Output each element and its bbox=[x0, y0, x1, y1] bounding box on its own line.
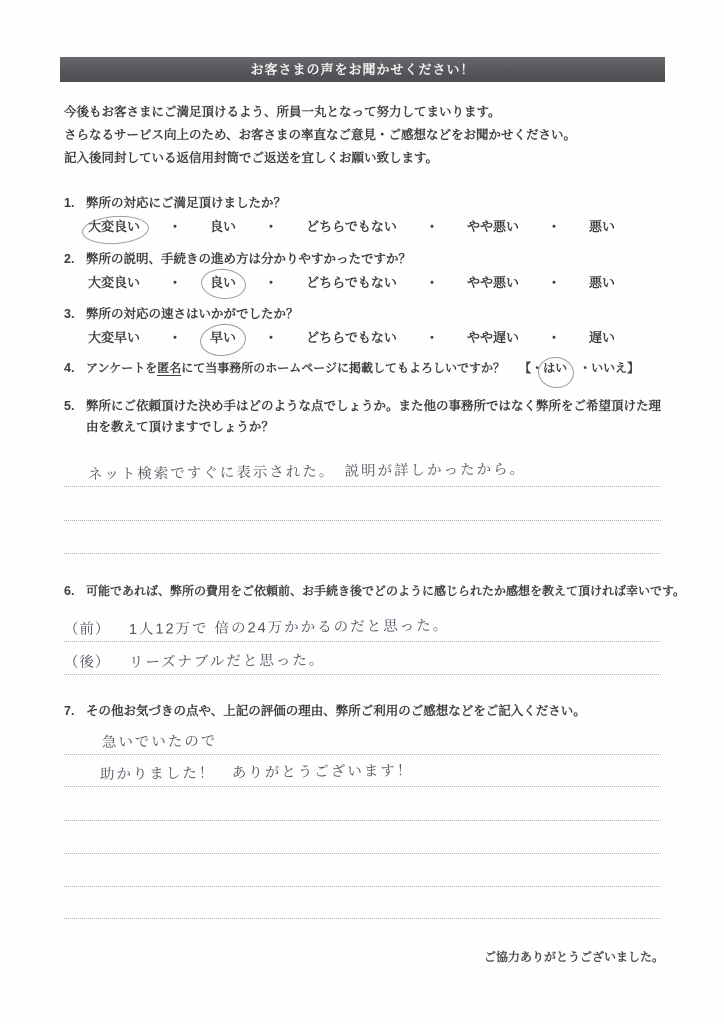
option-separator-dot: ・ bbox=[547, 218, 561, 234]
intro-line: 今後もお客さまにご満足頂けるよう、所員一丸となって努力してまいります。 bbox=[64, 105, 501, 119]
option-separator-dot: ・ bbox=[168, 218, 182, 234]
page-title: お客さまの声をお聞かせください！ bbox=[60, 57, 665, 82]
question-6-number: 6. bbox=[64, 584, 75, 598]
handwritten-label-before: （前） bbox=[63, 621, 111, 639]
question-4-text-before: アンケートを bbox=[86, 361, 158, 375]
handwritten-answer: 助かりました！ ありがとうございます！ bbox=[99, 763, 414, 784]
question-7-number: 7. bbox=[64, 704, 75, 718]
option-separator-dot: ・ bbox=[264, 218, 278, 234]
option-separator-dot: ・ bbox=[168, 329, 182, 345]
option-separator-dot: ・ bbox=[425, 329, 439, 345]
answer-line-blank bbox=[64, 520, 661, 521]
question-4-number: 4. bbox=[64, 361, 75, 375]
question-1-text: 弊所の対応にご満足頂けましたか？ bbox=[86, 196, 287, 210]
option-separator-dot: ・ bbox=[547, 274, 561, 290]
option: 悪い bbox=[588, 274, 615, 290]
bracket-close: 】 bbox=[627, 361, 640, 375]
option: 大変良い bbox=[88, 274, 141, 290]
option: 良い bbox=[210, 218, 237, 234]
question-7-answer-row-2 bbox=[64, 755, 661, 787]
question-3-number: 3. bbox=[64, 307, 75, 321]
intro-text bbox=[64, 101, 668, 170]
question-5-number: 5. bbox=[64, 399, 75, 413]
answer-line-blank bbox=[64, 886, 661, 887]
option: いいえ bbox=[591, 361, 628, 375]
question-4-text bbox=[86, 358, 672, 379]
handwritten-answer: ネット検索ですぐに表示された。 説明が詳しかったから。 bbox=[87, 461, 527, 484]
option: やや遅い bbox=[466, 329, 519, 345]
intro-line: 記入後同封している返信用封筒でご返送を宜しくお願い致します。 bbox=[64, 151, 439, 165]
answer-line-blank bbox=[64, 918, 661, 919]
question-7-text: その他お気づきの点や、上記の評価の理由、弊所ご利用のご感想などをご記入ください。 bbox=[86, 704, 586, 718]
question-1 bbox=[64, 193, 672, 214]
question-4-text-underlined: 匿名 bbox=[157, 361, 182, 375]
option: どちらでもない bbox=[306, 218, 397, 234]
question-2-text: 弊所の説明、手続きの進め方は分かりやすかったですか？ bbox=[86, 252, 412, 266]
question-4-text-after: にて当事務所のホームページに掲載してもよろしいですか？ bbox=[181, 361, 506, 375]
option: 遅い bbox=[588, 329, 615, 345]
answer-line-blank bbox=[64, 853, 661, 854]
handwritten-label-after: （後） bbox=[63, 654, 111, 672]
no-bullet: ・ bbox=[579, 361, 592, 375]
answer-line-blank bbox=[64, 820, 661, 821]
question-5-answer-row bbox=[64, 452, 661, 487]
question-7-answer-row-1 bbox=[64, 722, 661, 755]
option-separator-dot: ・ bbox=[264, 329, 278, 345]
question-4 bbox=[64, 358, 672, 379]
question-6-text: 可能であれば、弊所の費用をご依頼前、お手続き後でどのように感じられたか感想を教えて頂ければ幸いです。 bbox=[86, 584, 686, 598]
option-separator-dot: ・ bbox=[425, 274, 439, 290]
option-selected-circle: 早い bbox=[210, 327, 236, 346]
question-3 bbox=[64, 304, 672, 325]
option: どちらでもない bbox=[306, 329, 397, 345]
option-separator-dot: ・ bbox=[168, 274, 182, 290]
option-selected-circle: 大変良い bbox=[88, 216, 140, 235]
option: 悪い bbox=[588, 218, 615, 234]
question-6 bbox=[64, 581, 686, 602]
question-5-text: 弊所にご依頼頂けた決め手はどのような点でしょうか。また他の事務所ではなく弊所をご希望頂けた理由を教えて頂けますでしょうか？ bbox=[86, 399, 662, 434]
handwritten-answer: 1人12万で 倍の24万かかるのだと思った。 bbox=[128, 618, 449, 639]
question-2-number: 2. bbox=[64, 252, 75, 266]
bracket-open: 【 bbox=[519, 361, 532, 375]
handwritten-answer: リーズナブルだと思った。 bbox=[128, 652, 325, 672]
question-1-number: 1. bbox=[64, 196, 75, 210]
option: 大変早い bbox=[88, 329, 141, 345]
option-selected-circle: はい bbox=[543, 358, 567, 379]
question-3-options bbox=[88, 326, 615, 346]
question-1-options bbox=[88, 215, 615, 235]
question-2-options bbox=[88, 271, 615, 291]
answer-line-blank bbox=[64, 553, 661, 554]
yes-bullet: ・ bbox=[531, 361, 544, 375]
option-separator-dot: ・ bbox=[264, 274, 278, 290]
option: やや悪い bbox=[466, 274, 519, 290]
question-6-answer-before-row bbox=[64, 608, 661, 642]
question-6-answer-after-row bbox=[64, 642, 661, 675]
question-5 bbox=[64, 396, 672, 438]
option-separator-dot: ・ bbox=[547, 329, 561, 345]
handwritten-answer: 急いでいたので bbox=[101, 733, 218, 752]
question-2 bbox=[64, 249, 672, 270]
option-selected-circle: 良い bbox=[210, 272, 236, 291]
footer-thanks: ご協力ありがとうございました。 bbox=[483, 950, 664, 964]
option: やや悪い bbox=[466, 218, 519, 234]
intro-line: さらなるサービス向上のため、お客さまの率直なご意見・ご感想などをお聞かせください。 bbox=[64, 128, 577, 142]
question-3-text: 弊所の対応の速さはいかがでしたか？ bbox=[86, 307, 299, 321]
option: どちらでもない bbox=[306, 274, 397, 290]
option-separator-dot: ・ bbox=[425, 218, 439, 234]
question-7 bbox=[64, 701, 672, 722]
